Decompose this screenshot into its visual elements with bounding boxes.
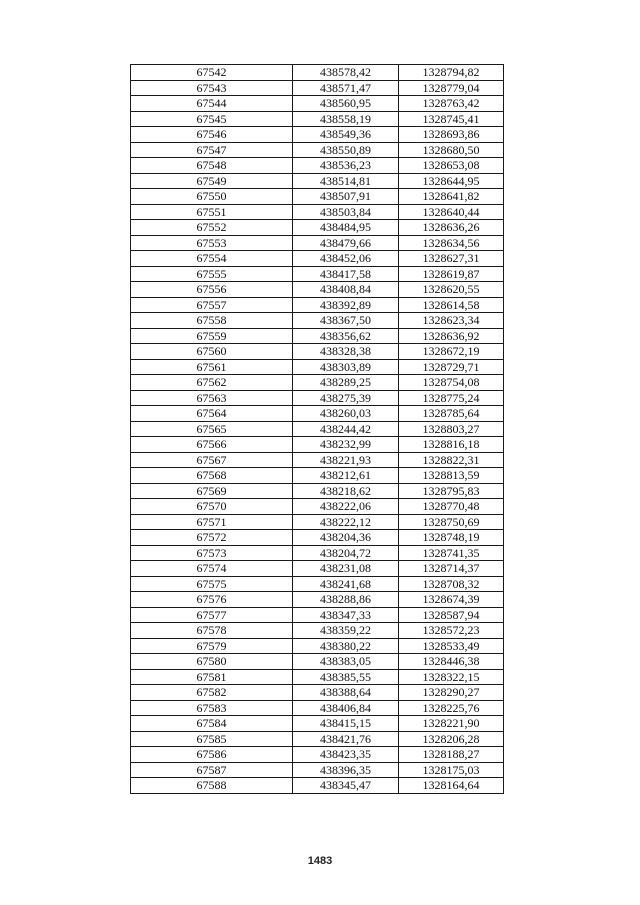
point-number-cell: 67546 <box>131 127 293 143</box>
table-row <box>131 561 504 577</box>
point-number-cell: 67570 <box>131 499 293 515</box>
table-row <box>131 158 504 174</box>
x-coordinate-cell: 438347,33 <box>293 607 399 623</box>
x-coordinate-cell: 438380,22 <box>293 638 399 654</box>
x-coordinate-cell: 438244,42 <box>293 421 399 437</box>
y-coordinate-cell: 1328221,90 <box>399 716 504 732</box>
point-number-cell: 67571 <box>131 514 293 530</box>
point-number-cell: 67544 <box>131 96 293 112</box>
table-row <box>131 282 504 298</box>
point-number-cell: 67578 <box>131 623 293 639</box>
table-row <box>131 251 504 267</box>
x-coordinate-cell: 438408,84 <box>293 282 399 298</box>
x-coordinate-cell: 438383,05 <box>293 654 399 670</box>
x-coordinate-cell: 438359,22 <box>293 623 399 639</box>
y-coordinate-cell: 1328164,64 <box>399 778 504 794</box>
x-coordinate-cell: 438221,93 <box>293 452 399 468</box>
y-coordinate-cell: 1328206,28 <box>399 731 504 747</box>
point-number-cell: 67580 <box>131 654 293 670</box>
point-number-cell: 67568 <box>131 468 293 484</box>
point-number-cell: 67554 <box>131 251 293 267</box>
table-row <box>131 654 504 670</box>
point-number-cell: 67569 <box>131 483 293 499</box>
x-coordinate-cell: 438392,89 <box>293 297 399 313</box>
point-number-cell: 67561 <box>131 359 293 375</box>
point-number-cell: 67577 <box>131 607 293 623</box>
y-coordinate-cell: 1328672,19 <box>399 344 504 360</box>
x-coordinate-cell: 438484,95 <box>293 220 399 236</box>
point-number-cell: 67543 <box>131 80 293 96</box>
table-row <box>131 685 504 701</box>
x-coordinate-cell: 438417,58 <box>293 266 399 282</box>
x-coordinate-cell: 438536,23 <box>293 158 399 174</box>
x-coordinate-cell: 438328,38 <box>293 344 399 360</box>
point-number-cell: 67575 <box>131 576 293 592</box>
point-number-cell: 67545 <box>131 111 293 127</box>
x-coordinate-cell: 438288,86 <box>293 592 399 608</box>
x-coordinate-cell: 438260,03 <box>293 406 399 422</box>
table-row <box>131 483 504 499</box>
table-row <box>131 623 504 639</box>
point-number-cell: 67553 <box>131 235 293 251</box>
y-coordinate-cell: 1328795,83 <box>399 483 504 499</box>
y-coordinate-cell: 1328813,59 <box>399 468 504 484</box>
table-row <box>131 313 504 329</box>
x-coordinate-cell: 438415,15 <box>293 716 399 732</box>
y-coordinate-cell: 1328785,64 <box>399 406 504 422</box>
table-row <box>131 406 504 422</box>
x-coordinate-cell: 438578,42 <box>293 65 399 81</box>
table-row <box>131 297 504 313</box>
table-row <box>131 468 504 484</box>
x-coordinate-cell: 438356,62 <box>293 328 399 344</box>
x-coordinate-cell: 438367,50 <box>293 313 399 329</box>
x-coordinate-cell: 438303,89 <box>293 359 399 375</box>
x-coordinate-cell: 438396,35 <box>293 762 399 778</box>
point-number-cell: 67576 <box>131 592 293 608</box>
y-coordinate-cell: 1328770,48 <box>399 499 504 515</box>
table-row <box>131 514 504 530</box>
y-coordinate-cell: 1328225,76 <box>399 700 504 716</box>
table-row <box>131 390 504 406</box>
point-number-cell: 67579 <box>131 638 293 654</box>
table-row <box>131 65 504 81</box>
point-number-cell: 67550 <box>131 189 293 205</box>
x-coordinate-cell: 438385,55 <box>293 669 399 685</box>
x-coordinate-cell: 438503,84 <box>293 204 399 220</box>
point-number-cell: 67574 <box>131 561 293 577</box>
y-coordinate-cell: 1328708,32 <box>399 576 504 592</box>
y-coordinate-cell: 1328653,08 <box>399 158 504 174</box>
y-coordinate-cell: 1328175,03 <box>399 762 504 778</box>
y-coordinate-cell: 1328748,19 <box>399 530 504 546</box>
y-coordinate-cell: 1328822,31 <box>399 452 504 468</box>
y-coordinate-cell: 1328693,86 <box>399 127 504 143</box>
table-row <box>131 592 504 608</box>
point-number-cell: 67559 <box>131 328 293 344</box>
y-coordinate-cell: 1328816,18 <box>399 437 504 453</box>
table-row <box>131 96 504 112</box>
y-coordinate-cell: 1328188,27 <box>399 747 504 763</box>
point-number-cell: 67565 <box>131 421 293 437</box>
point-number-cell: 67573 <box>131 545 293 561</box>
y-coordinate-cell: 1328750,69 <box>399 514 504 530</box>
table-row <box>131 607 504 623</box>
x-coordinate-cell: 438204,36 <box>293 530 399 546</box>
point-number-cell: 67564 <box>131 406 293 422</box>
table-row <box>131 235 504 251</box>
table-row <box>131 778 504 794</box>
y-coordinate-cell: 1328446,38 <box>399 654 504 670</box>
x-coordinate-cell: 438507,91 <box>293 189 399 205</box>
x-coordinate-cell: 438345,47 <box>293 778 399 794</box>
y-coordinate-cell: 1328779,04 <box>399 80 504 96</box>
table-row <box>131 173 504 189</box>
x-coordinate-cell: 438231,08 <box>293 561 399 577</box>
coordinates-table <box>130 64 504 794</box>
x-coordinate-cell: 438560,95 <box>293 96 399 112</box>
table-row <box>131 375 504 391</box>
table-row <box>131 142 504 158</box>
x-coordinate-cell: 438514,81 <box>293 173 399 189</box>
y-coordinate-cell: 1328636,26 <box>399 220 504 236</box>
point-number-cell: 67567 <box>131 452 293 468</box>
point-number-cell: 67558 <box>131 313 293 329</box>
x-coordinate-cell: 438388,64 <box>293 685 399 701</box>
y-coordinate-cell: 1328620,55 <box>399 282 504 298</box>
x-coordinate-cell: 438222,12 <box>293 514 399 530</box>
y-coordinate-cell: 1328803,27 <box>399 421 504 437</box>
point-number-cell: 67555 <box>131 266 293 282</box>
y-coordinate-cell: 1328572,23 <box>399 623 504 639</box>
table-row <box>131 452 504 468</box>
point-number-cell: 67542 <box>131 65 293 81</box>
y-coordinate-cell: 1328775,24 <box>399 390 504 406</box>
x-coordinate-cell: 438218,62 <box>293 483 399 499</box>
point-number-cell: 67551 <box>131 204 293 220</box>
point-number-cell: 67584 <box>131 716 293 732</box>
y-coordinate-cell: 1328636,92 <box>399 328 504 344</box>
y-coordinate-cell: 1328644,95 <box>399 173 504 189</box>
y-coordinate-cell: 1328714,37 <box>399 561 504 577</box>
y-coordinate-cell: 1328587,94 <box>399 607 504 623</box>
table-row <box>131 359 504 375</box>
point-number-cell: 67548 <box>131 158 293 174</box>
point-number-cell: 67549 <box>131 173 293 189</box>
y-coordinate-cell: 1328290,27 <box>399 685 504 701</box>
point-number-cell: 67586 <box>131 747 293 763</box>
y-coordinate-cell: 1328763,42 <box>399 96 504 112</box>
x-coordinate-cell: 438549,36 <box>293 127 399 143</box>
coordinates-table-body <box>131 65 504 794</box>
point-number-cell: 67585 <box>131 731 293 747</box>
table-row <box>131 127 504 143</box>
table-row <box>131 499 504 515</box>
table-row <box>131 716 504 732</box>
table-row <box>131 576 504 592</box>
x-coordinate-cell: 438571,47 <box>293 80 399 96</box>
table-row <box>131 421 504 437</box>
table-row <box>131 266 504 282</box>
x-coordinate-cell: 438241,68 <box>293 576 399 592</box>
point-number-cell: 67557 <box>131 297 293 313</box>
point-number-cell: 67572 <box>131 530 293 546</box>
y-coordinate-cell: 1328674,39 <box>399 592 504 608</box>
point-number-cell: 67582 <box>131 685 293 701</box>
point-number-cell: 67587 <box>131 762 293 778</box>
x-coordinate-cell: 438550,89 <box>293 142 399 158</box>
y-coordinate-cell: 1328614,58 <box>399 297 504 313</box>
x-coordinate-cell: 438421,76 <box>293 731 399 747</box>
x-coordinate-cell: 438275,39 <box>293 390 399 406</box>
y-coordinate-cell: 1328641,82 <box>399 189 504 205</box>
y-coordinate-cell: 1328729,71 <box>399 359 504 375</box>
y-coordinate-cell: 1328322,15 <box>399 669 504 685</box>
y-coordinate-cell: 1328745,41 <box>399 111 504 127</box>
point-number-cell: 67588 <box>131 778 293 794</box>
point-number-cell: 67563 <box>131 390 293 406</box>
x-coordinate-cell: 438423,35 <box>293 747 399 763</box>
y-coordinate-cell: 1328623,34 <box>399 313 504 329</box>
table-row <box>131 328 504 344</box>
y-coordinate-cell: 1328619,87 <box>399 266 504 282</box>
x-coordinate-cell: 438212,61 <box>293 468 399 484</box>
point-number-cell: 67583 <box>131 700 293 716</box>
y-coordinate-cell: 1328533,49 <box>399 638 504 654</box>
point-number-cell: 67566 <box>131 437 293 453</box>
table-row <box>131 111 504 127</box>
x-coordinate-cell: 438406,84 <box>293 700 399 716</box>
table-row <box>131 700 504 716</box>
x-coordinate-cell: 438558,19 <box>293 111 399 127</box>
table-row <box>131 762 504 778</box>
table-row <box>131 220 504 236</box>
point-number-cell: 67562 <box>131 375 293 391</box>
table-row <box>131 731 504 747</box>
y-coordinate-cell: 1328627,31 <box>399 251 504 267</box>
x-coordinate-cell: 438232,99 <box>293 437 399 453</box>
point-number-cell: 67581 <box>131 669 293 685</box>
point-number-cell: 67556 <box>131 282 293 298</box>
page-number: 1483 <box>307 855 333 867</box>
point-number-cell: 67547 <box>131 142 293 158</box>
table-row <box>131 437 504 453</box>
table-row <box>131 204 504 220</box>
y-coordinate-cell: 1328640,44 <box>399 204 504 220</box>
x-coordinate-cell: 438204,72 <box>293 545 399 561</box>
x-coordinate-cell: 438479,66 <box>293 235 399 251</box>
point-number-cell: 67560 <box>131 344 293 360</box>
point-number-cell: 67552 <box>131 220 293 236</box>
table-row <box>131 189 504 205</box>
y-coordinate-cell: 1328794,82 <box>399 65 504 81</box>
table-row <box>131 344 504 360</box>
table-row <box>131 545 504 561</box>
y-coordinate-cell: 1328741,35 <box>399 545 504 561</box>
y-coordinate-cell: 1328634,56 <box>399 235 504 251</box>
x-coordinate-cell: 438289,25 <box>293 375 399 391</box>
x-coordinate-cell: 438222,06 <box>293 499 399 515</box>
table-row <box>131 638 504 654</box>
table-row <box>131 669 504 685</box>
y-coordinate-cell: 1328680,50 <box>399 142 504 158</box>
table-row <box>131 80 504 96</box>
x-coordinate-cell: 438452,06 <box>293 251 399 267</box>
table-row <box>131 530 504 546</box>
y-coordinate-cell: 1328754,08 <box>399 375 504 391</box>
table-row <box>131 747 504 763</box>
